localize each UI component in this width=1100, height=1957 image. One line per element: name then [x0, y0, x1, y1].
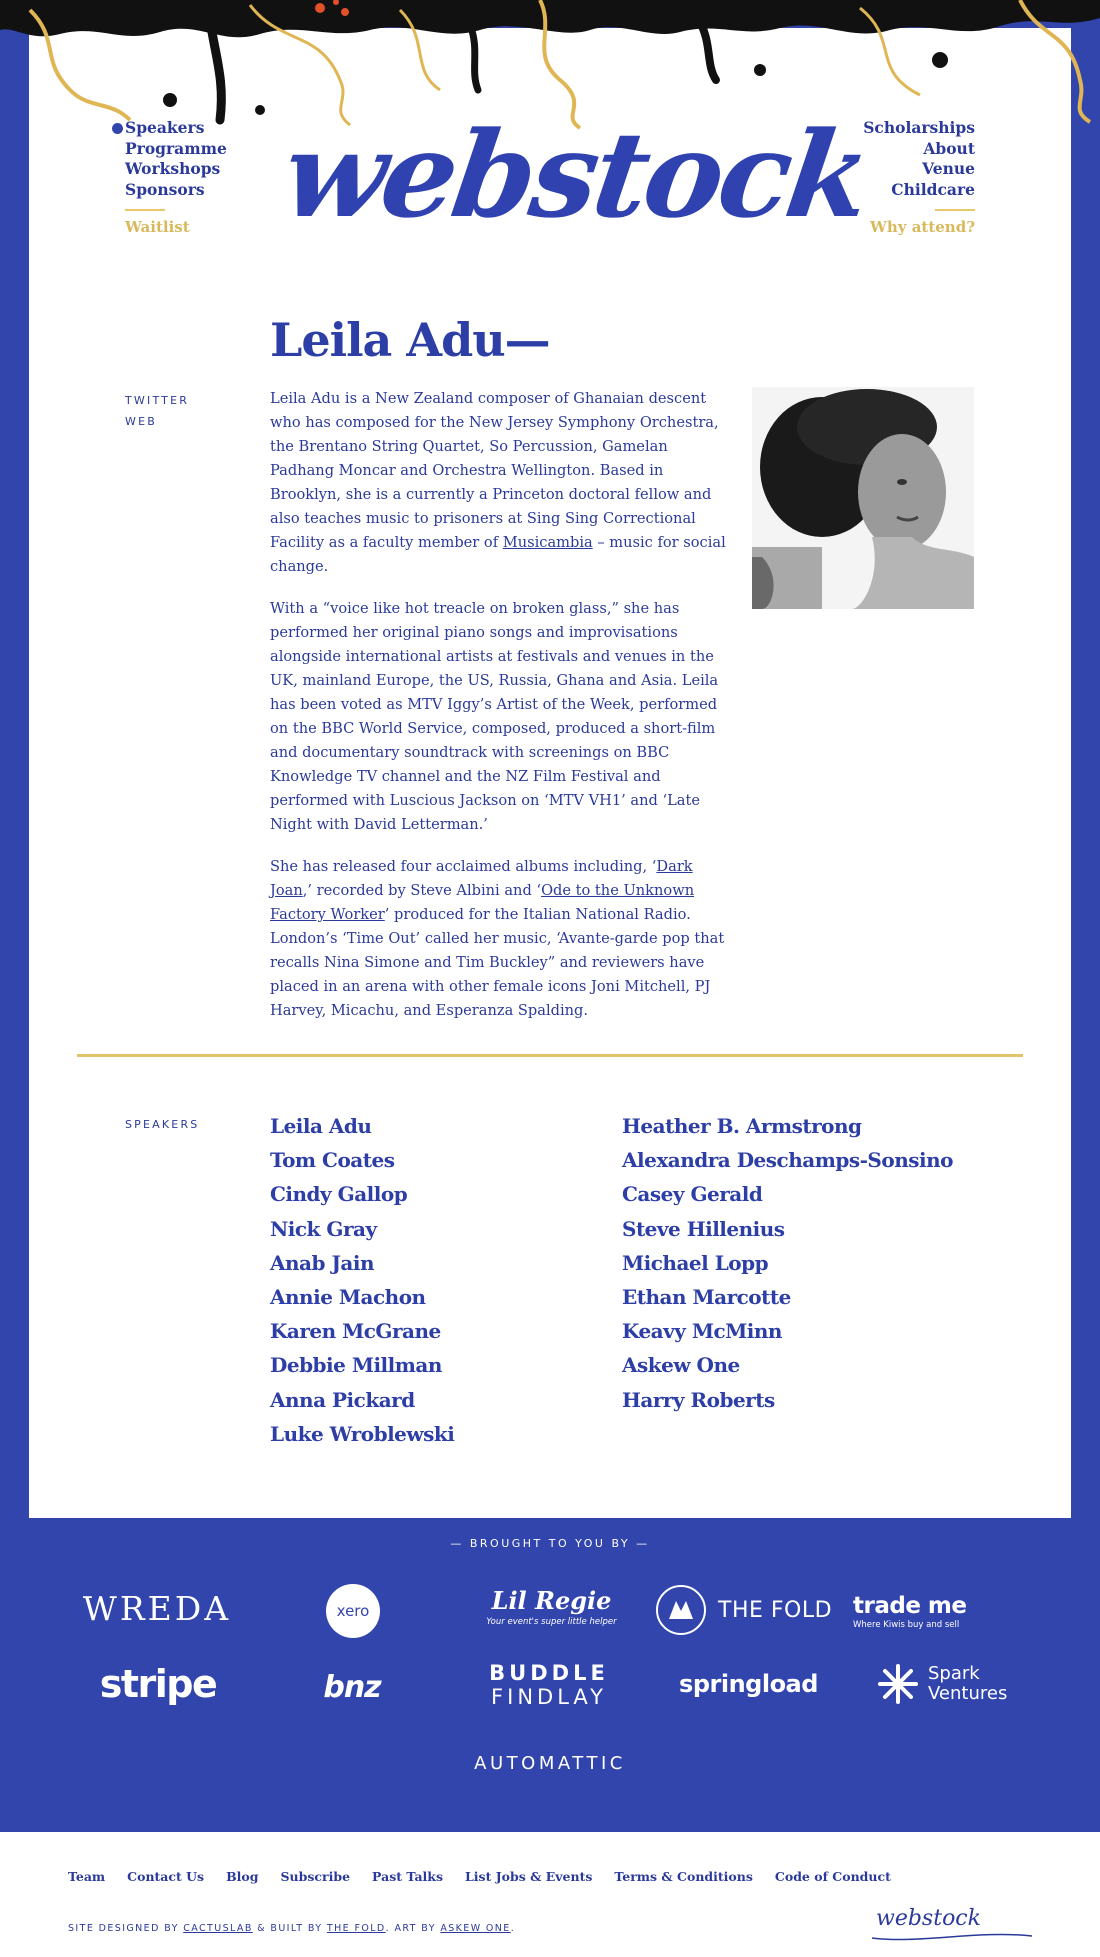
speaker-list-item[interactable]	[270, 1109, 454, 1143]
speaker-link[interactable]: Steve Hillenius	[622, 1216, 785, 1241]
speaker-list-item[interactable]	[622, 1280, 953, 1314]
nav-venue[interactable]: Venue	[922, 159, 975, 178]
speakers-list-column-2	[622, 1109, 953, 1417]
bio-text: ,’ recorded by Steve Albini and ‘	[302, 882, 542, 899]
speaker-link[interactable]: Tom Coates	[270, 1148, 395, 1173]
bio-paragraph	[270, 855, 735, 1023]
speaker-list-item[interactable]	[270, 1348, 454, 1382]
sponsor-thefold-logo[interactable]	[656, 1584, 836, 1636]
spark-ventures-wordmark	[928, 1664, 1007, 1704]
bio-text: Leila Adu is a New Zealand composer of Ghanaian descent who has composed for the New Jersey Symphony Orchestra, the Brentano String Quartet, So Percussion, Gamelan Padhang Moncar and Orchestra Wellington. Based in Brooklyn, she is a currently a Princeton doctoral fellow and also teaches music to prisoners at Sing Sing Correctional Facility as a faculty member of	[270, 390, 719, 551]
speaker-list-item[interactable]	[622, 1348, 953, 1382]
speaker-link[interactable]: Nick Gray	[270, 1216, 377, 1241]
thefold-wordmark: THE FOLD	[718, 1597, 833, 1623]
sponsor-lilregie-logo[interactable]	[484, 1573, 619, 1639]
nav-waitlist[interactable]: Waitlist	[125, 218, 190, 236]
nav-workshops[interactable]: Workshops	[125, 159, 221, 178]
sponsor-buddlefindlay-logo[interactable]	[474, 1656, 624, 1714]
footer-link-past-talks[interactable]: Past Talks	[372, 1869, 444, 1884]
speaker-link[interactable]: Ethan Marcotte	[622, 1285, 791, 1310]
sponsor-xero-logo[interactable]: xero	[326, 1584, 380, 1638]
bio-text: She has released four acclaimed albums including, ‘	[270, 858, 657, 875]
nav-childcare[interactable]: Childcare	[891, 179, 975, 199]
spark-line-2: Ventures	[928, 1683, 1008, 1704]
speaker-link[interactable]: Anab Jain	[270, 1250, 375, 1275]
site-footer	[0, 1832, 1100, 1957]
thefold-link[interactable]: THE FOLD	[326, 1923, 386, 1934]
nav-why-attend[interactable]: Why attend?	[870, 218, 975, 236]
nav-speakers[interactable]: Speakers	[125, 118, 227, 139]
speaker-link[interactable]: Annie Machon	[270, 1285, 426, 1310]
nav-about[interactable]: About	[923, 138, 975, 158]
footer-link-subscribe[interactable]: Subscribe	[280, 1869, 351, 1884]
speaker-list-item[interactable]	[270, 1177, 454, 1211]
speaker-web-link[interactable]: WEB	[125, 415, 157, 428]
speaker-list-item[interactable]	[622, 1212, 953, 1246]
credit-text: & BUILT BY	[252, 1923, 327, 1934]
footer-nav	[68, 1869, 891, 1884]
speaker-link[interactable]: Askew One	[622, 1353, 740, 1378]
speaker-link[interactable]: Alexandra Deschamps-Sonsino	[622, 1148, 953, 1173]
credit-text: SITE DESIGNED BY	[68, 1923, 184, 1934]
footer-webstock-logo[interactable]	[868, 1904, 1036, 1944]
footer-link-code-of-conduct[interactable]: Code of Conduct	[774, 1869, 891, 1884]
speaker-link[interactable]: Michael Lopp	[622, 1250, 769, 1275]
speaker-list-item[interactable]	[270, 1246, 454, 1280]
thefold-mark-icon	[656, 1585, 706, 1635]
dark-joan-link[interactable]: Dark Joan	[270, 858, 693, 899]
footer-credits	[68, 1923, 515, 1934]
speaker-list-item[interactable]	[622, 1383, 953, 1417]
speaker-link[interactable]: Casey Gerald	[622, 1182, 763, 1207]
sponsor-automattic-logo[interactable]: AUTOMATTIC	[474, 1752, 626, 1774]
speaker-list-item[interactable]	[622, 1246, 953, 1280]
sponsor-springload-logo[interactable]: springload	[679, 1670, 818, 1698]
spark-burst-icon	[876, 1662, 920, 1706]
primary-nav-left	[125, 118, 227, 237]
primary-nav-right	[863, 118, 975, 237]
nav-sponsors[interactable]: Sponsors	[125, 179, 205, 199]
speaker-twitter-link[interactable]: TWITTER	[125, 394, 190, 407]
speaker-bio	[270, 387, 735, 1041]
speaker-portrait-image	[752, 387, 974, 609]
footer-link-contact[interactable]: Contact Us	[127, 1869, 205, 1884]
lilregie-wordmark: Lil Regie	[491, 1585, 612, 1615]
sponsors-heading: — BROUGHT TO YOU BY —	[450, 1537, 650, 1550]
footer-link-team[interactable]: Team	[68, 1869, 106, 1884]
speaker-list-item[interactable]	[270, 1383, 454, 1417]
footer-link-list-jobs[interactable]: List Jobs & Events	[465, 1869, 593, 1884]
ode-factory-worker-link[interactable]: Ode to the Unknown Factory Worker	[270, 882, 695, 923]
nav-divider	[125, 209, 165, 211]
speaker-list-item[interactable]	[622, 1109, 953, 1143]
speaker-link[interactable]: Keavy McMinn	[622, 1319, 782, 1344]
speaker-link[interactable]: Leila Adu	[270, 1114, 372, 1138]
speaker-link[interactable]: Heather B. Armstrong	[622, 1114, 862, 1138]
sponsor-trademe-logo[interactable]	[853, 1589, 1033, 1633]
bio-paragraph	[270, 387, 735, 579]
speaker-list-item[interactable]	[270, 1280, 454, 1314]
sponsor-stripe-logo[interactable]: stripe	[99, 1662, 217, 1706]
sponsor-spark-ventures-logo[interactable]	[876, 1659, 1016, 1709]
footer-link-terms[interactable]: Terms & Conditions	[614, 1869, 753, 1884]
nav-divider	[935, 209, 975, 211]
section-divider	[77, 1054, 1023, 1057]
speaker-link[interactable]: Debbie Millman	[270, 1353, 442, 1378]
speaker-portrait	[752, 387, 974, 609]
footer-logo-wordmark: webstock	[876, 1906, 981, 1931]
speaker-list-item[interactable]	[270, 1314, 454, 1348]
logo-wordmark: webstock	[275, 105, 876, 244]
sponsor-bnz-logo[interactable]: bnz	[323, 1669, 381, 1705]
trademe-wordmark: trade me	[853, 1592, 967, 1619]
webstock-logo[interactable]	[275, 100, 876, 260]
askew-one-link[interactable]: ASKEW ONE	[440, 1923, 511, 1934]
speaker-list-item[interactable]	[622, 1314, 953, 1348]
buddle-wordmark: BUDDLE	[489, 1661, 609, 1685]
credit-text: . ART BY	[385, 1923, 441, 1934]
spark-line-1: Spark	[928, 1663, 980, 1684]
bio-paragraph: With a “voice like hot treacle on broken glass,” she has performed her original piano songs and improvisations alongside international artists at festivals and venues in the UK, mainland Europe, the US, Russia, Ghana and Asia. Leila has been voted as MTV Iggy’s Artist of the Week, performed on the BBC World Service, composed, produced a short-film and documentary soundtrack with screenings on BBC Knowledge TV channel and the NZ Film Festival and performed with Luscious Jackson on ‘MTV VH1’ and ‘Late Night with David Letterman.’	[270, 600, 719, 833]
speaker-link[interactable]: Anna Pickard	[270, 1387, 415, 1412]
footer-link-blog[interactable]: Blog	[226, 1869, 259, 1884]
nav-scholarships[interactable]: Scholarships	[863, 118, 975, 137]
nav-programme[interactable]: Programme	[125, 138, 227, 158]
speaker-list-item[interactable]	[270, 1212, 454, 1246]
speakers-list-column-1	[270, 1109, 454, 1451]
speaker-list-item[interactable]	[622, 1143, 953, 1177]
bio-text: ’ produced for the Italian National Radio. London’s ‘Time Out’ called her music, ‘Avante-garde pop that recalls Nina Simone and Tim Buckley” and reviewers have placed in an arena with other female icons Joni Mitchell, PJ Harvey, Micachu, and Esperanza Spalding.	[270, 906, 725, 1019]
cactuslab-link[interactable]: CACTUSLAB	[183, 1923, 253, 1934]
speaker-links	[125, 390, 189, 432]
speaker-name-heading: Leila Adu—	[270, 313, 550, 367]
trademe-tagline: Where Kiwis buy and sell	[853, 1619, 960, 1630]
speaker-list-item[interactable]	[622, 1177, 953, 1211]
credit-text: .	[510, 1923, 516, 1934]
footer-logo-swash	[868, 1904, 1036, 1944]
findlay-wordmark: FINDLAY	[491, 1685, 607, 1709]
sponsor-wreda-logo[interactable]: WREDA	[82, 1588, 232, 1628]
speaker-list-item[interactable]	[270, 1143, 454, 1177]
musicambia-link[interactable]: Musicambia	[502, 534, 593, 551]
speaker-list-item[interactable]	[270, 1417, 454, 1451]
bio-text: – music for social change.	[270, 534, 726, 575]
speaker-link[interactable]: Karen McGrane	[270, 1319, 441, 1344]
speaker-link[interactable]: Cindy Gallop	[270, 1182, 408, 1207]
speakers-section-label: SPEAKERS	[125, 1118, 200, 1131]
speaker-link[interactable]: Harry Roberts	[622, 1387, 775, 1412]
lilregie-tagline: Your event's super little helper	[486, 1616, 617, 1627]
speaker-link[interactable]: Luke Wroblewski	[270, 1421, 455, 1446]
